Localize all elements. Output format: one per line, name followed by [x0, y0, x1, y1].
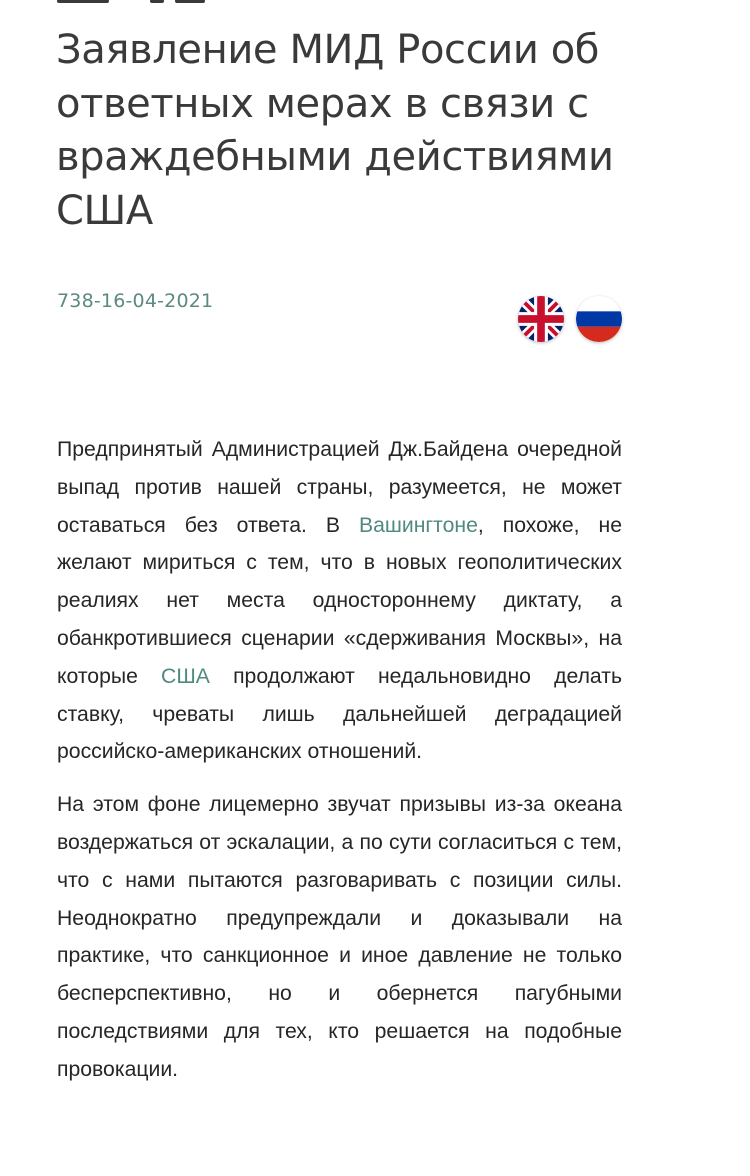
language-russian-button[interactable] [576, 296, 622, 342]
cropped-breadcrumb [57, 0, 227, 4]
article-body [57, 431, 622, 1104]
article-meta [57, 288, 637, 348]
paragraph-text: продолжают недальновидно делать ставку, чреваты лишь дальнейшей деградацией российско-американских отношений. [57, 664, 622, 764]
article-paragraph: На этом фоне лицемерно звучат призывы из-за океана воздержаться от эскалации, а по сути согласиться с тем, что с нами пытаются разговаривать с позиции силы. Неоднократно предупреждали и доказывали на практике, что санкционное и иное давление не только бесперспективно, но и обернется пагубными последствиями для тех, кто решается на подобные провокации. [57, 793, 622, 1081]
paragraph-text: , похоже, не желают мириться с тем, что в новых геополитических реалиях нет места одностороннему диктату, а обанкротившиеся сценарии «сдерживания Москвы», на которые [57, 513, 622, 688]
article-title: Заявление МИД России об ответных мерах в связи с враждебными действиями США [56, 27, 614, 234]
washington-link[interactable]: Вашингтоне [358, 513, 478, 537]
cropped-text-fragment [57, 0, 109, 3]
cropped-text-fragment [175, 0, 205, 3]
paragraph-text: Предпринятый Администрацией Дж.Байдена очередной выпад против нашей страны, разумеется, не может оставаться без ответа. В [57, 438, 622, 537]
language-english-button[interactable] [518, 296, 564, 342]
article-paragraph [57, 431, 622, 771]
usa-link[interactable]: США [161, 664, 210, 688]
cropped-text-fragment [150, 0, 164, 3]
russia-flag-icon [576, 296, 622, 342]
document-number: 738-16-04-2021 [57, 290, 214, 312]
uk-flag-icon [518, 296, 564, 342]
